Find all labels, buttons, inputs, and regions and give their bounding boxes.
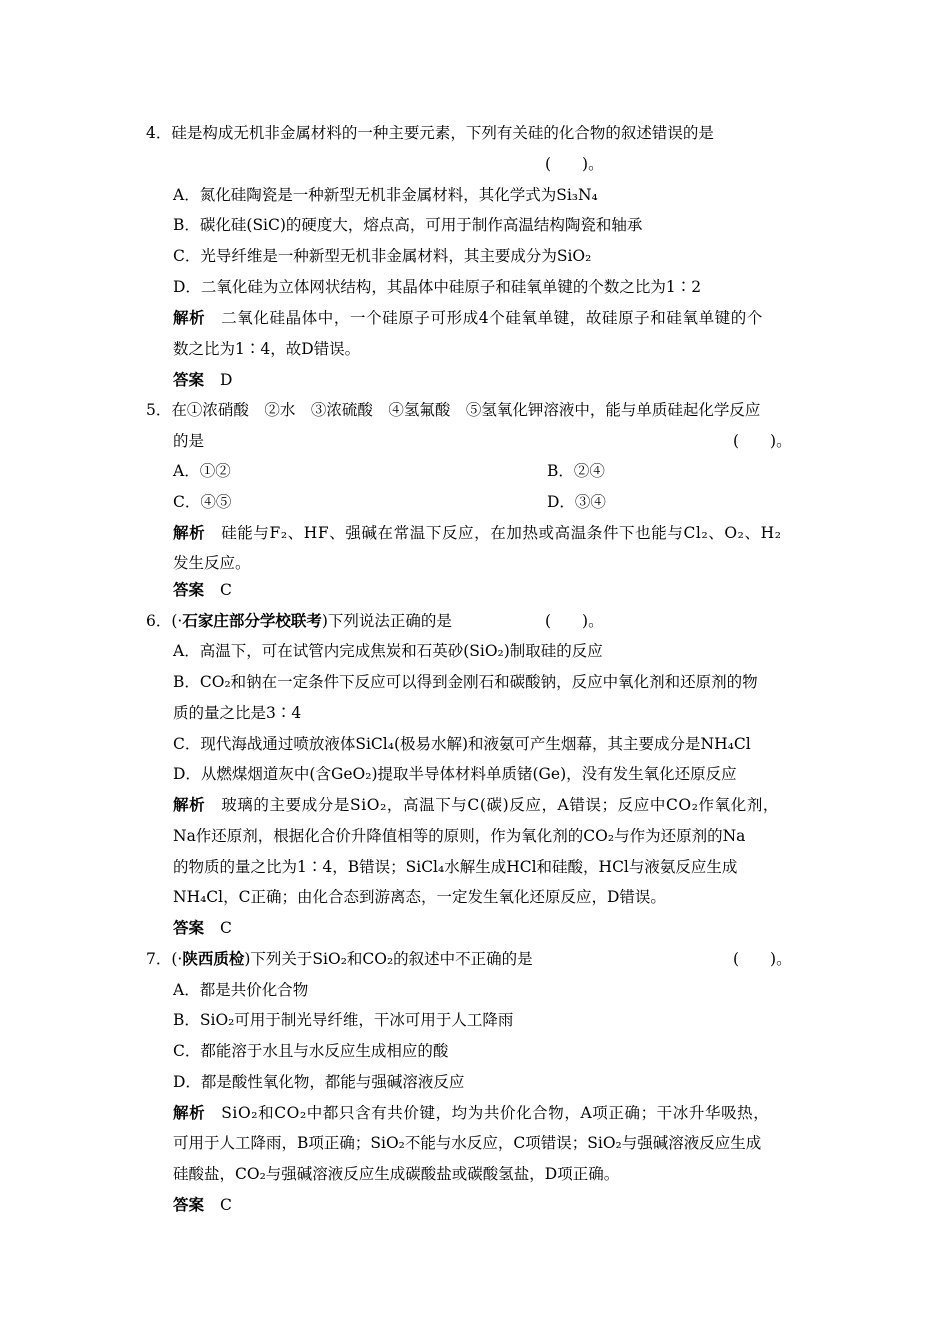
question-4-option-b: B．碳化硅(SiC)的硬度大，熔点高，可用于制作高温结构陶瓷和轴承 — [173, 216, 643, 234]
analysis-label: 解析 — [173, 796, 206, 814]
question-5-analysis-line-2: 发生反应。 — [173, 554, 251, 572]
answer-label: 答案 — [173, 371, 205, 389]
question-6-answer-bracket: ( )。 — [545, 612, 604, 630]
question-6-option-d: D．从燃煤烟道灰中(含GeO₂)提取半导体材料单质锗(Ge)，没有发生氧化还原反应 — [173, 765, 737, 783]
question-7-option-b: B．SiO₂可用于制光导纤维，干冰可用于人工降雨 — [173, 1011, 514, 1029]
analysis-label: 解析 — [173, 309, 206, 327]
question-5-option-a: A．①② — [173, 462, 231, 480]
question-6-analysis-line-4: NH₄Cl，C正确；由化合态到游离态，一定发生氧化还原反应，D错误。 — [173, 888, 666, 906]
question-7-answer — [173, 1195, 232, 1215]
analysis-label: 解析 — [173, 524, 206, 542]
answer-value: C — [220, 919, 232, 937]
question-4-analysis-line-1: 解析 二氧化硅晶体中，一个硅原子可形成4个硅氧单键，故硅原子和硅氧单键的个 — [173, 309, 763, 327]
question-5-stem-line-1: 5．在①浓硝酸 ②水 ③浓硫酸 ④氢氟酸 ⑤氢氧化钾溶液中，能与单质硅起化学反应 — [146, 401, 761, 419]
question-7-stem: 7．(·陕西质检)下列关于SiO₂和CO₂的叙述中不正确的是 — [146, 950, 533, 968]
question-4-stem: 4．硅是构成无机非金属材料的一种主要元素，下列有关硅的化合物的叙述错误的是 — [146, 124, 714, 142]
question-4-option-a: A．氮化硅陶瓷是一种新型无机非金属材料，其化学式为Si₃N₄ — [173, 186, 598, 204]
question-6-option-c: C．现代海战通过喷放液体SiCl₄(极易水解)和液氨可产生烟幕，其主要成分是NH₄Cl — [173, 735, 751, 753]
question-6-answer — [173, 918, 232, 938]
question-7-option-c: C．都能溶于水且与水反应生成相应的酸 — [173, 1042, 449, 1060]
question-6-analysis-line-2: Na作还原剂，根据化合价升降值相等的原则，作为氧化剂的CO₂与作为还原剂的Na — [173, 827, 746, 845]
question-5-answer — [173, 580, 232, 600]
question-7-analysis-line-2: 可用于人工降雨，B项正确；SiO₂不能与水反应，C项错误；SiO₂与强碱溶液反应生成 — [173, 1134, 762, 1152]
question-7-analysis-line-1: 解析 SiO₂和CO₂中都只含有共价键，均为共价化合物，A项正确；干冰升华吸热， — [173, 1104, 770, 1122]
question-4-answer-bracket: ( )。 — [545, 155, 604, 173]
question-6-option-b-line-1: B．CO₂和钠在一定条件下反应可以得到金刚石和碳酸钠，反应中氧化剂和还原剂的物 — [173, 673, 758, 691]
question-5-stem-line-2: 的是 — [173, 432, 205, 450]
analysis-label: 解析 — [173, 1104, 206, 1122]
question-5-answer-bracket: ( )。 — [733, 432, 792, 450]
question-6-analysis-line-1: 解析 玻璃的主要成分是SiO₂，高温下与C(碳)反应，A错误；反应中CO₂作氧化剂， — [173, 796, 780, 814]
answer-value: C — [220, 581, 232, 599]
question-5-analysis-line-1: 解析 硅能与F₂、HF、强碱在常温下反应，在加热或高温条件下也能与Cl₂、O₂、H₂ — [173, 524, 782, 542]
question-7-option-a: A．都是共价化合物 — [173, 981, 309, 999]
question-6-option-b-line-2: 质的量之比是3∶4 — [173, 704, 302, 722]
question-6-source: 石家庄部分学校联考 — [182, 612, 322, 630]
question-6-stem: 6．(·石家庄部分学校联考)下列说法正确的是 — [146, 612, 452, 630]
question-7-analysis-line-3: 硅酸盐，CO₂与强碱溶液反应生成碳酸盐或碳酸氢盐，D项正确。 — [173, 1165, 620, 1183]
question-7-source: 陕西质检 — [182, 950, 245, 968]
question-6-analysis-line-3: 的物质的量之比为1∶4，B错误；SiCl₄水解生成HCl和硅酸，HCl与液氨反应生成 — [173, 858, 738, 876]
question-5-option-b: B．②④ — [547, 462, 605, 480]
question-4-analysis-line-2: 数之比为1∶4，故D错误。 — [173, 340, 361, 358]
question-4-answer — [173, 370, 232, 390]
answer-label: 答案 — [173, 581, 205, 599]
answer-label: 答案 — [173, 1196, 205, 1214]
question-6-option-a: A．高温下，可在试管内完成焦炭和石英砂(SiO₂)制取硅的反应 — [173, 642, 603, 660]
answer-label: 答案 — [173, 919, 205, 937]
question-4-option-d: D．二氧化硅为立体网状结构，其晶体中硅原子和硅氧单键的个数之比为1∶2 — [173, 278, 702, 296]
question-5-option-d: D．③④ — [547, 493, 606, 511]
answer-value: D — [220, 371, 233, 389]
question-7-option-d: D．都是酸性氧化物，都能与强碱溶液反应 — [173, 1073, 465, 1091]
question-7-answer-bracket: ( )。 — [733, 950, 792, 968]
question-4-option-c: C．光导纤维是一种新型无机非金属材料，其主要成分为SiO₂ — [173, 247, 592, 265]
question-5-option-c: C．④⑤ — [173, 493, 232, 511]
answer-value: C — [220, 1196, 232, 1214]
